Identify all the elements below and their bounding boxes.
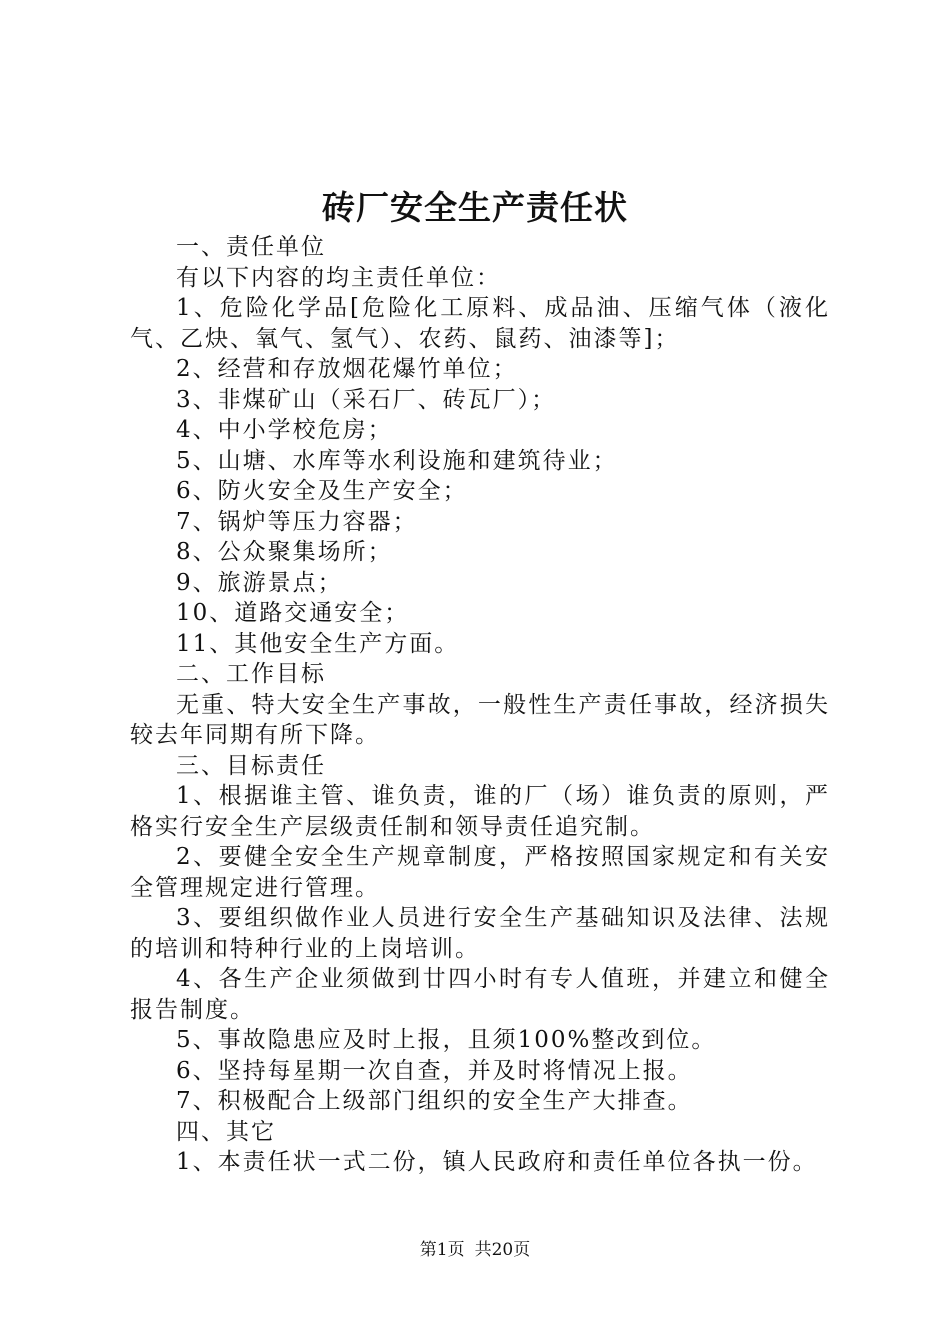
section-heading-4: 四、其它 xyxy=(176,1118,276,1145)
list-item: 6、防火安全及生产安全； xyxy=(176,478,468,504)
document-title: 砖厂安全生产责任状 xyxy=(322,188,628,227)
list-item: 1、根据谁主管、谁负责，谁的厂（场）谁负责的原则，严格实行安全生产层级责任制和领导责任追究制。 xyxy=(130,783,830,840)
list-item: 3、要组织做作业人员进行安全生产基础知识及法律、法规的培训和特种行业的上岗培训。 xyxy=(130,905,830,962)
list-item: 3、非煤矿山（采石厂、砖瓦厂）； xyxy=(176,386,557,413)
list-item: 1、危险化学品[危险化工原料、成品油、压缩气体（液化气、乙炔、氧气、氢气）、农药、鼠药、油漆等]； xyxy=(130,295,830,352)
paragraph: 有以下内容的均主责任单位： xyxy=(176,264,501,291)
document-body xyxy=(130,232,830,1178)
page-footer xyxy=(0,1238,950,1262)
list-item: 9、旅游景点； xyxy=(176,569,343,596)
list-item: 1、本责任状一式二份，镇人民政府和责任单位各执一份。 xyxy=(176,1149,818,1175)
section-heading-3: 三、目标责任 xyxy=(176,752,326,779)
section-heading-2: 二、工作目标 xyxy=(176,661,326,687)
list-item: 5、事故隐患应及时上报，且须100%整改到位。 xyxy=(176,1027,717,1053)
list-item: 2、经营和存放烟花爆竹单位； xyxy=(176,356,518,382)
page-number: 第1页 xyxy=(419,1240,465,1260)
list-item: 2、要健全安全生产规章制度，严格按照国家规定和有关安全管理规定进行管理。 xyxy=(130,844,830,901)
list-item: 4、中小学校危房； xyxy=(176,417,393,443)
list-item: 7、积极配合上级部门组织的安全生产大排查。 xyxy=(176,1088,693,1114)
list-item: 11、其他安全生产方面。 xyxy=(176,630,460,657)
page-total: 共20页 xyxy=(474,1240,531,1260)
list-item: 7、锅炉等压力容器； xyxy=(176,508,418,535)
list-item: 10、道路交通安全； xyxy=(176,600,410,626)
list-item: 5、山塘、水库等水利设施和建筑待业； xyxy=(176,447,618,474)
section-heading-1: 一、责任单位 xyxy=(176,234,326,260)
paragraph: 无重、特大安全生产事故，一般性生产责任事故，经济损失较去年同期有所下降。 xyxy=(130,691,830,748)
list-item: 4、各生产企业须做到廿四小时有专人值班，并建立和健全报告制度。 xyxy=(130,966,830,1023)
list-item: 6、坚持每星期一次自查，并及时将情况上报。 xyxy=(176,1057,693,1084)
list-item: 8、公众聚集场所； xyxy=(176,539,393,565)
